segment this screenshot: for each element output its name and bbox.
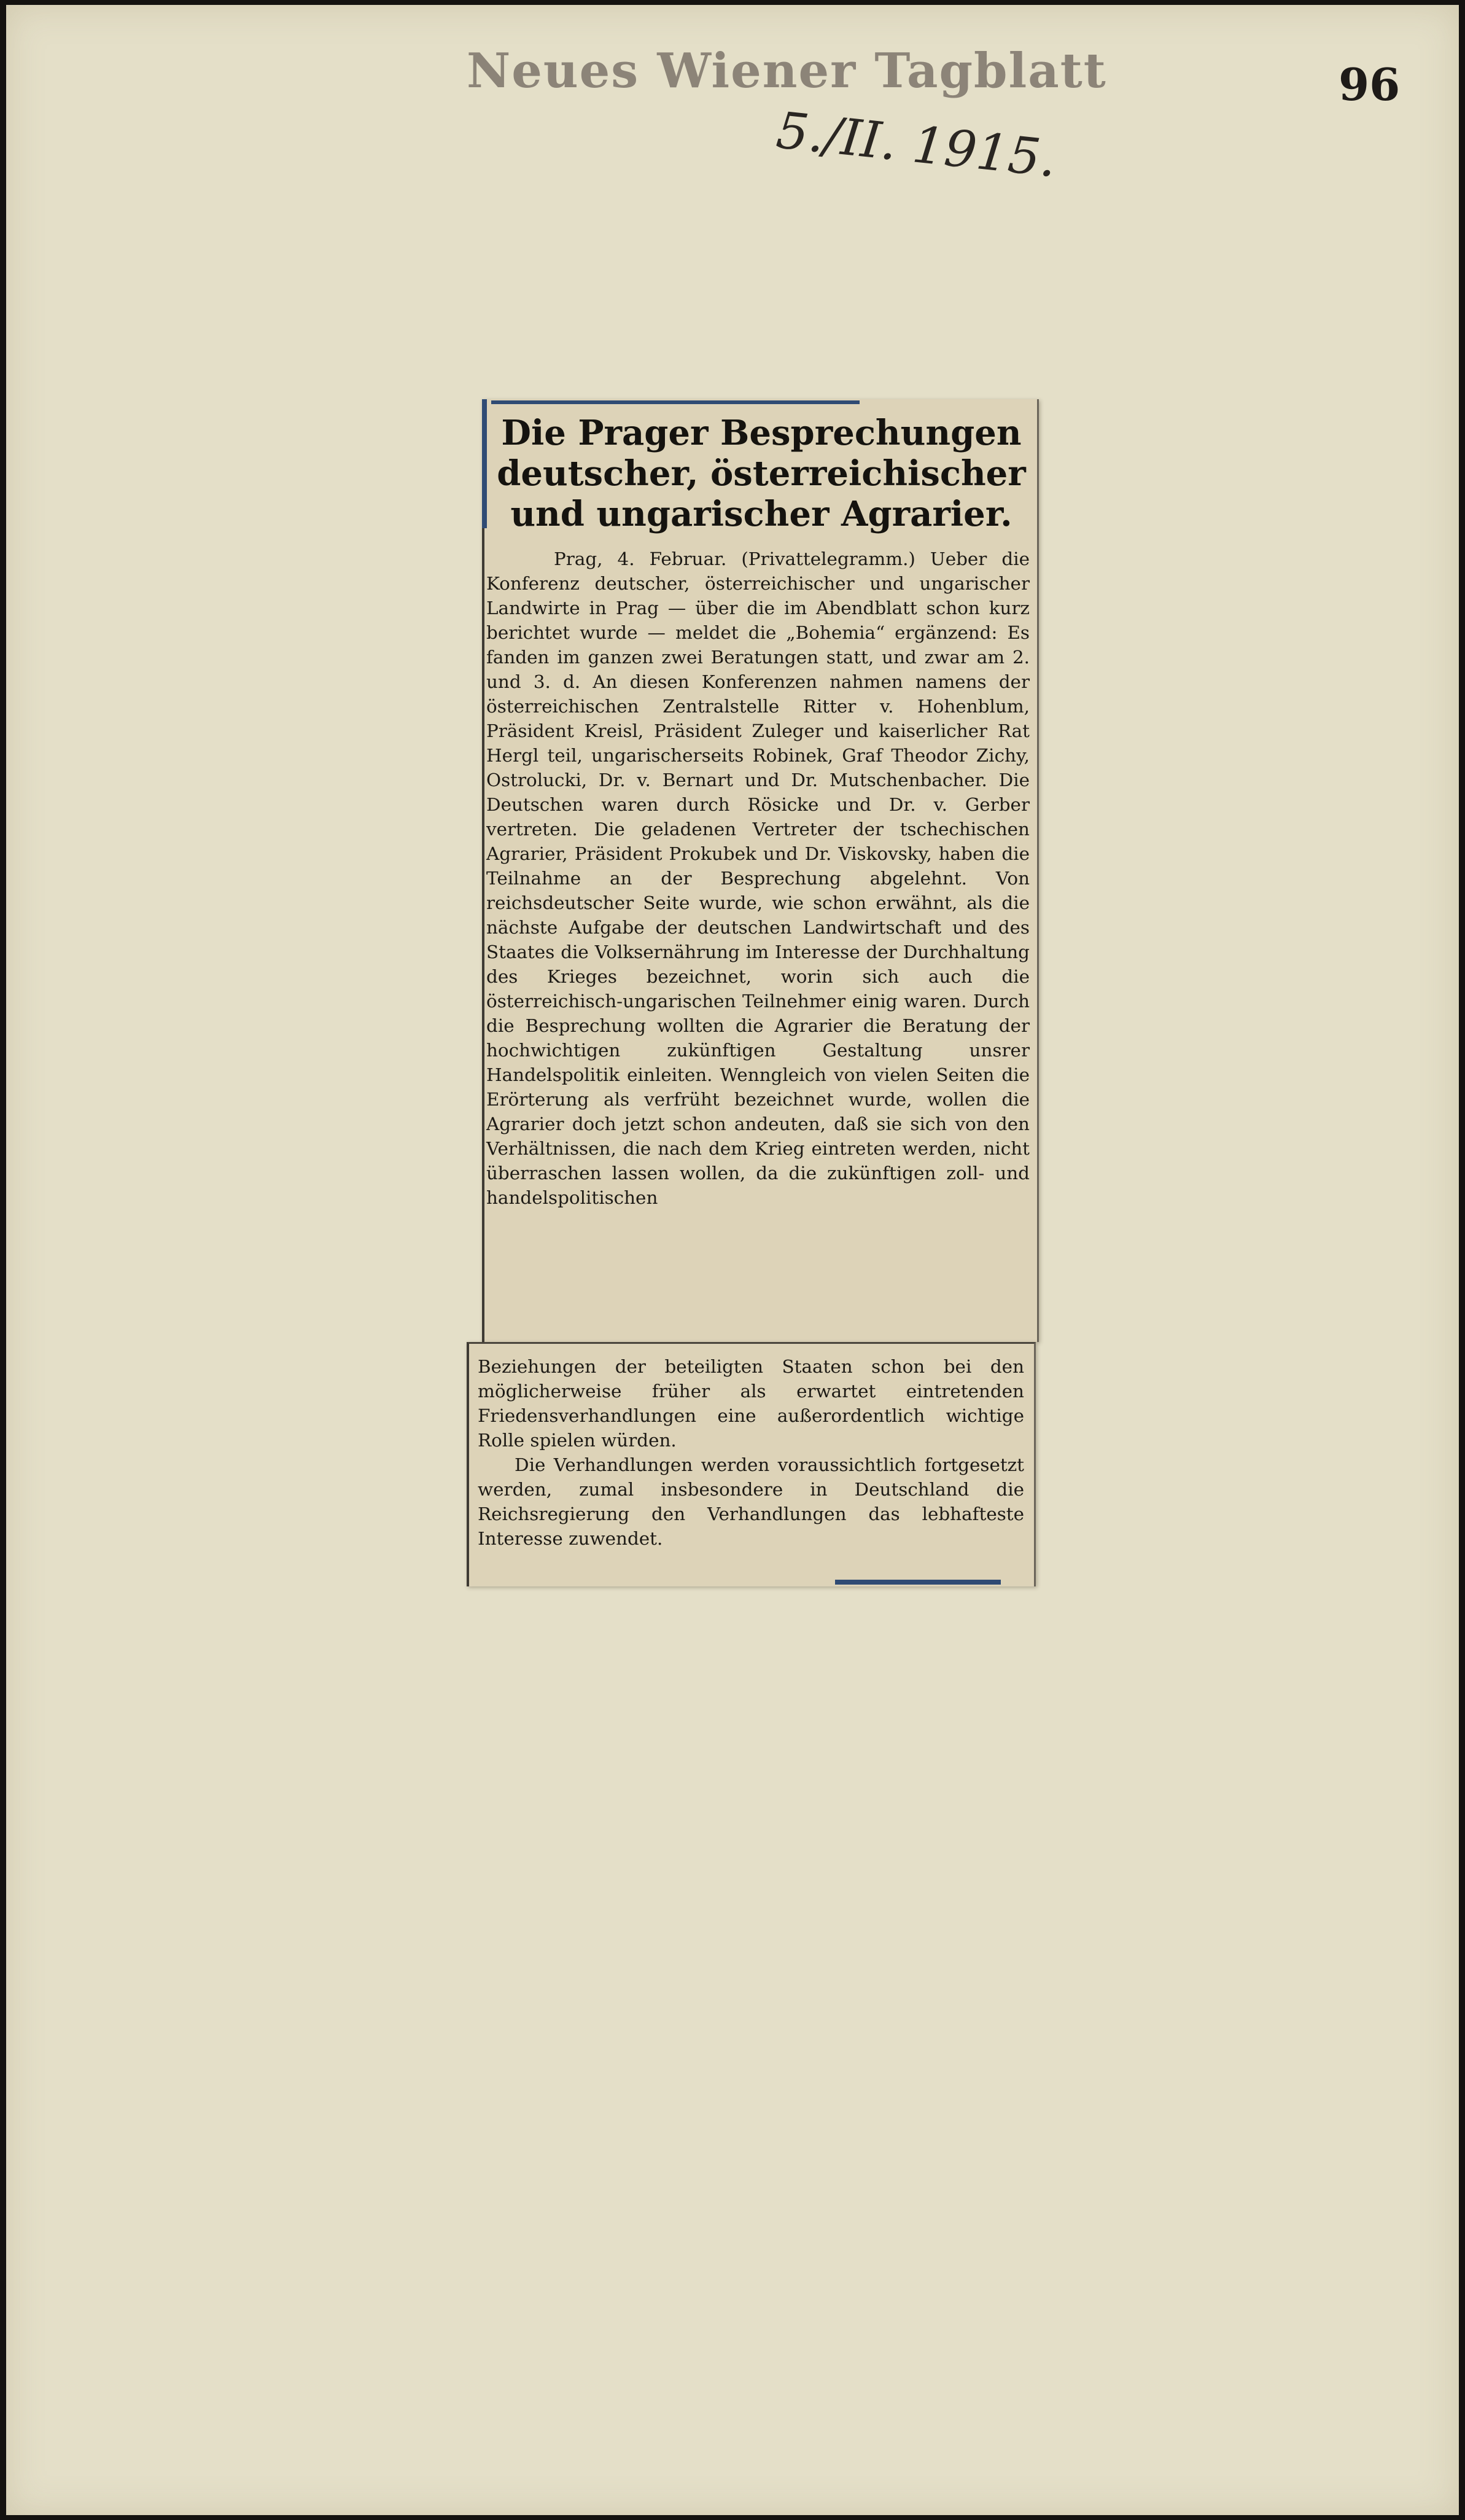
article-paragraph: Beziehungen der beteiligten Staaten schon bei den möglicherweise früher als erwartet eintretenden Friedensverhandlungen eine außerordentlich wichtige Rolle spielen würden. [478,1356,1024,1451]
article-paragraph: Die Verhandlungen werden voraussichtlich fortgesetzt werden, zumal insbesondere in Deutschland die Reichsregierung den Verhandlungen das lebhafteste Interesse zuwendet. [478,1454,1024,1549]
blue-pencil-mark-bottom [835,1580,1001,1585]
blue-pencil-mark-top [491,400,860,404]
newspaper-stamp: Neues Wiener Tagblatt [467,43,1107,99]
page-number: 96 [1339,58,1401,111]
blue-pencil-mark-left [482,399,487,528]
handwritten-date: 5./II. 1915. [774,101,1060,189]
article-body: Prag, 4. Februar. (Privattelegramm.) Ueber die Konferenz deutscher, österreichischer und ungarischer Landwirte in Prag — über die im Abendblatt schon kurz berichtet wurde — meldet die „Bohemia“ ergänzend: Es fanden im ganzen zwei Beratungen statt, und zwar am 2. und 3. d. An diesen Konferenzen nahmen namens der österreichischen Zentralstelle Ritter v. Hohenblum, Präsident Kreisl, Präsident Zuleger und kaiserlicher Rat Hergl teil, ungarischerseits Robinek, Graf Theodor Zichy, Ostrolucki, Dr. v. Bernart und Dr. Mutschenbacher. Die Deutschen waren durch Rösicke und Dr. v. Gerber vertreten. Die geladenen Vertreter der tschechischen Agrarier, Präsident Prokubek und Dr. Viskovsky, haben die Teilnahme an der Besprechung abgelehnt. Von reichsdeutscher Seite wurde, wie schon erwähnt, als die nächste Aufgabe der deutschen Landwirtschaft und des Staates die Volksernährung im Interesse der Durchhaltung des Krieges bezeichnet, worin sich auch die österreichisch-ungarischen Teilnehmer einig waren. Durch die Besprechung wollten die Agrarier die Beratung der hochwichtigen zukünftigen Gestaltung unsrer Handelspolitik einleiten. Wenngleich von vielen Seiten die Erörterung als verfrüht bezeichnet wurde, wollen die Agrarier doch jetzt schon andeuten, daß sie sich von den Verhältnissen, die nach dem Krieg eintreten werden, nicht überraschen lassen wollen, da die zukünftigen zoll- und handelspolitischen [486,548,1030,1208]
article-body-continuation [478,1354,1024,1551]
article-headline: Die Prager Besprechungen deutscher, österreichischer und ungarischer Agrarier. [497,413,1026,534]
